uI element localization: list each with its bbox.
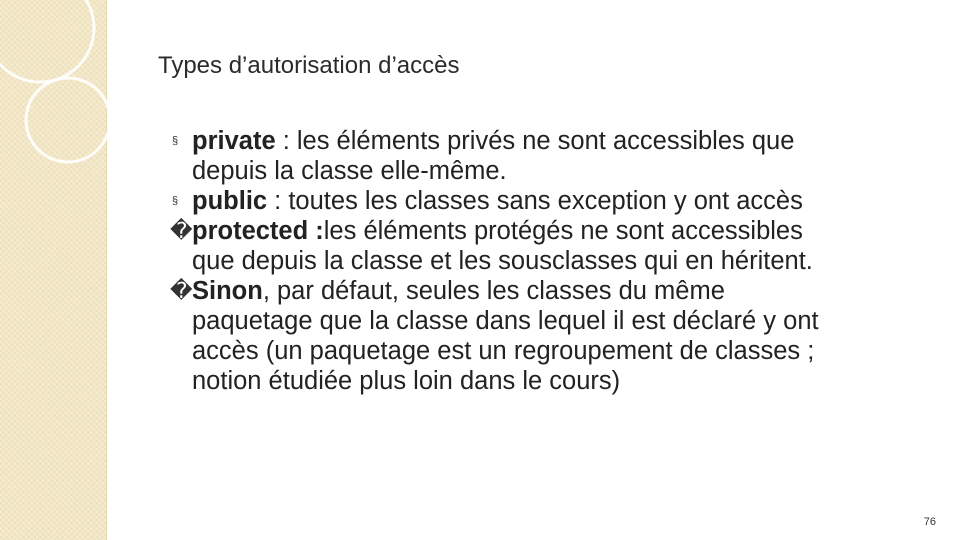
square-bullet-icon: §: [172, 135, 179, 147]
square-bullet-icon: §: [172, 195, 179, 207]
bullet-item-protected: [172, 216, 832, 276]
bullet-text-private: : les éléments privés ne sont accessibles que depuis la classe elle-même.: [192, 127, 795, 185]
keyword-private: private: [192, 127, 276, 155]
bullet-text-public: : toutes les classes sans exception y ont accès: [267, 187, 803, 215]
bullet-item-private: [172, 126, 832, 186]
bullet-item-default: [172, 276, 832, 396]
missing-glyph-bullet-icon: �: [170, 218, 193, 243]
keyword-public: public: [192, 187, 268, 215]
page-number: 76: [923, 516, 936, 528]
keyword-sinon: Sinon: [192, 277, 263, 305]
decorative-ring-small: [26, 78, 110, 162]
slide-title: Types d’autorisation d’accès: [158, 52, 460, 79]
bullet-text-protected: les éléments protégés ne sont accessibles que depuis la classe et les sousclasses qui en héritent.: [192, 217, 813, 275]
bullet-item-public: [172, 186, 832, 216]
decorative-rings: [0, 0, 160, 200]
bullet-text-default: , par défaut, seules les classes du même paquetage que la classe dans lequel il est déclaré y ont accès (un paquetage est un regroupement de classes ; notion étudiée plus loin dans le cours): [192, 277, 819, 395]
missing-glyph-bullet-icon: �: [170, 278, 193, 303]
keyword-protected: protected :: [192, 217, 324, 245]
decorative-ring-large: [0, 0, 94, 82]
bullet-list: [172, 126, 832, 396]
